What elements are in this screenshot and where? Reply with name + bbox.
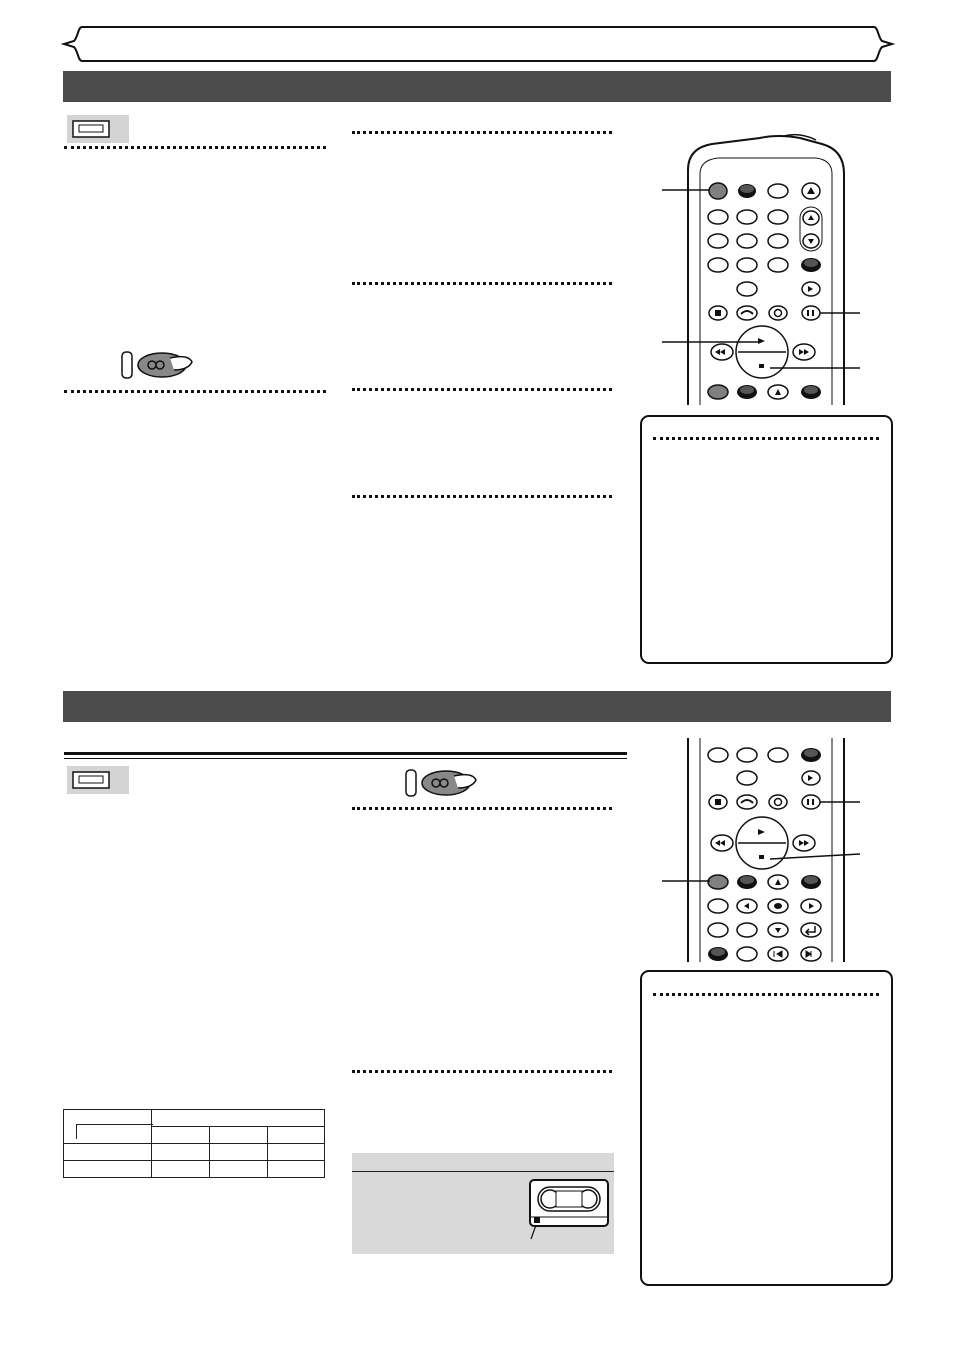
note-box-top xyxy=(640,415,893,664)
table-cell xyxy=(64,1161,152,1178)
divider xyxy=(352,807,612,810)
divider xyxy=(352,388,612,391)
table-cell xyxy=(64,1127,152,1144)
divider xyxy=(352,131,612,134)
table-cell xyxy=(210,1127,267,1144)
table-cell xyxy=(151,1161,209,1178)
recording-speed-table xyxy=(63,1109,325,1178)
table-cell xyxy=(210,1161,267,1178)
videocassette-icon xyxy=(67,115,129,143)
section-bar-top xyxy=(63,71,891,102)
divider xyxy=(64,390,326,393)
table-cell xyxy=(151,1110,324,1127)
divider xyxy=(653,437,879,440)
header-banner xyxy=(60,24,896,64)
table-cell xyxy=(267,1161,324,1178)
table-cell xyxy=(64,1144,152,1161)
remote-control-illustration xyxy=(640,738,880,962)
subsection-rule xyxy=(64,752,627,755)
note-box-bottom xyxy=(640,970,893,1286)
remote-control-illustration xyxy=(640,130,880,405)
divider xyxy=(653,993,879,996)
videocassette-icon xyxy=(67,766,129,794)
table-cell xyxy=(151,1144,209,1161)
divider xyxy=(64,146,326,149)
table-cell xyxy=(267,1127,324,1144)
divider xyxy=(352,495,612,498)
hand-pressing-button-icon xyxy=(118,348,198,382)
table-cell xyxy=(210,1144,267,1161)
divider xyxy=(352,282,612,285)
hand-pressing-button-icon xyxy=(402,766,482,800)
section-bar-bottom xyxy=(63,691,891,722)
subsection-rule xyxy=(64,758,627,759)
cassette-note-box xyxy=(352,1153,614,1254)
divider xyxy=(352,1070,612,1073)
table-cell xyxy=(151,1127,209,1144)
table-cell xyxy=(267,1144,324,1161)
cassette-tab-icon xyxy=(526,1177,612,1243)
